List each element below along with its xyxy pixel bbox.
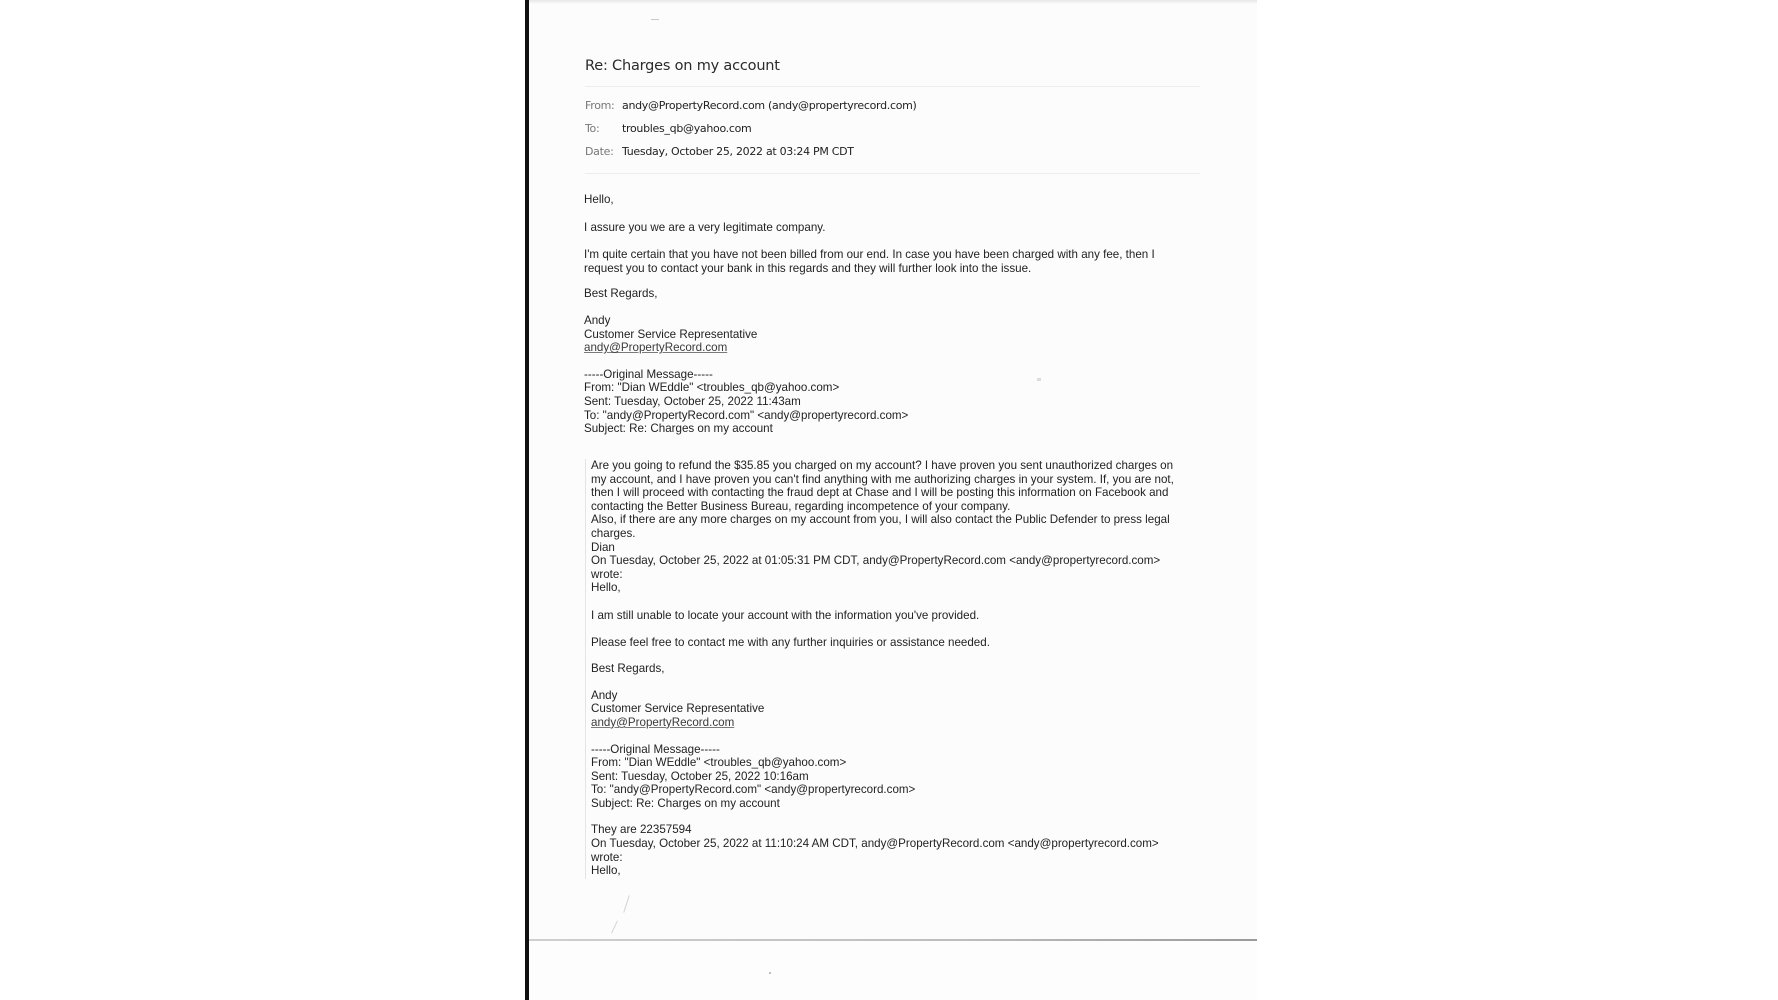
header-divider-bottom [585,173,1200,174]
reply-line: I'm quite certain that you have not been billed from our end. In case you have been charged with any fee, then I [584,248,1155,262]
quoted-wrote: wrote: [591,567,623,581]
signature-email-link[interactable]: andy@PropertyRecord.com [584,341,728,355]
header-from-row [585,99,917,112]
email-subject-title: Re: Charges on my account [585,58,780,74]
date-label: Date: [585,145,614,158]
quoted-greeting-2: Hello, [591,864,621,878]
original-sent-2: Sent: Tuesday, October 25, 2022 10:16am [591,769,809,783]
original-from: From: "Dian WEddle" <troubles_qb@yahoo.com> [584,381,840,395]
signature-title: Customer Service Representative [584,327,758,341]
reply-greeting: Hello, [584,193,614,206]
reply-line: I assure you we are a very legitimate company. [584,220,826,234]
reply-closing: Best Regards, [584,287,658,301]
scan-top-shadow [529,0,1257,4]
signature-name: Andy [584,313,611,327]
reply-body [584,193,1155,436]
reply-line: request you to contact your bank in this regards and they will further look into the issue. [584,261,1032,275]
quoted-line: Also, if there are any more charges on my account from you, I will also contact the Public Defender to press legal [591,513,1170,527]
quoted-line: I am still unable to locate your account with the information you've provided. [591,608,980,622]
original-body-2: They are 22357594 [591,823,692,837]
header-to-row [585,122,751,135]
original-from-2: From: "Dian WEddle" <troubles_qb@yahoo.com> [591,756,847,770]
scan-speck [1037,378,1041,381]
from-value: andy@PropertyRecord.com (andy@propertyrecord.com) [622,99,917,112]
quoted-greeting: Hello, [591,581,621,595]
quoted-line: then I will proceed with contacting the fraud dept at Chase and I will be posting this information on Facebook and [591,486,1169,500]
original-subject: Subject: Re: Charges on my account [584,422,773,436]
date-value: Tuesday, October 25, 2022 at 03:24 PM CDT [622,145,854,158]
from-label: From: [585,99,615,112]
header-divider-top [585,86,1200,87]
quoted-signoff: Dian [591,540,615,554]
next-scanned-page [529,941,1257,1000]
original-to-2: To: "andy@PropertyRecord.com" <andy@propertyrecord.com> [591,783,916,797]
quoted-signature-name: Andy [591,688,618,702]
original-message-marker-2: -----Original Message----- [591,742,720,756]
quoted-line: Please feel free to contact me with any further inquiries or assistance needed. [591,635,990,649]
original-subject-2: Subject: Re: Charges on my account [591,796,780,810]
quoted-line: contacting the Better Business Bureau, regarding incompetence of your company. [591,499,1011,513]
quoted-attribution-2: On Tuesday, October 25, 2022 at 11:10:24 AM CDT, andy@PropertyRecord.com <andy@propertyrecord.com> [591,837,1159,851]
quoted-attribution: On Tuesday, October 25, 2022 at 01:05:31 PM CDT, andy@PropertyRecord.com <andy@propertyrecord.com> [591,554,1161,568]
quote-indent-bar [585,459,586,879]
quoted-line: Are you going to refund the $35.85 you charged on my account? I have proven you sent unauthorized charges on [591,459,1174,472]
original-sent: Sent: Tuesday, October 25, 2022 11:43am [584,394,801,408]
original-message-marker: -----Original Message----- [584,367,713,381]
quoted-thread [591,459,1174,878]
quoted-line: my account, and I have proven you can't find anything with me authorizing charges in your system. If, you are not, [591,472,1174,486]
to-value: troubles_qb@yahoo.com [622,122,752,135]
quoted-line: charges. [591,526,636,540]
quoted-wrote-2: wrote: [591,850,623,864]
quoted-signature-title: Customer Service Representative [591,702,765,716]
quoted-closing: Best Regards, [591,662,665,676]
scan-speck [769,972,771,974]
header-date-row [585,145,854,158]
to-label: To: [585,122,600,135]
scan-speck [651,19,659,20]
quoted-signature-email-link[interactable]: andy@PropertyRecord.com [591,715,735,729]
original-to: To: "andy@PropertyRecord.com" <andy@propertyrecord.com> [584,408,909,422]
